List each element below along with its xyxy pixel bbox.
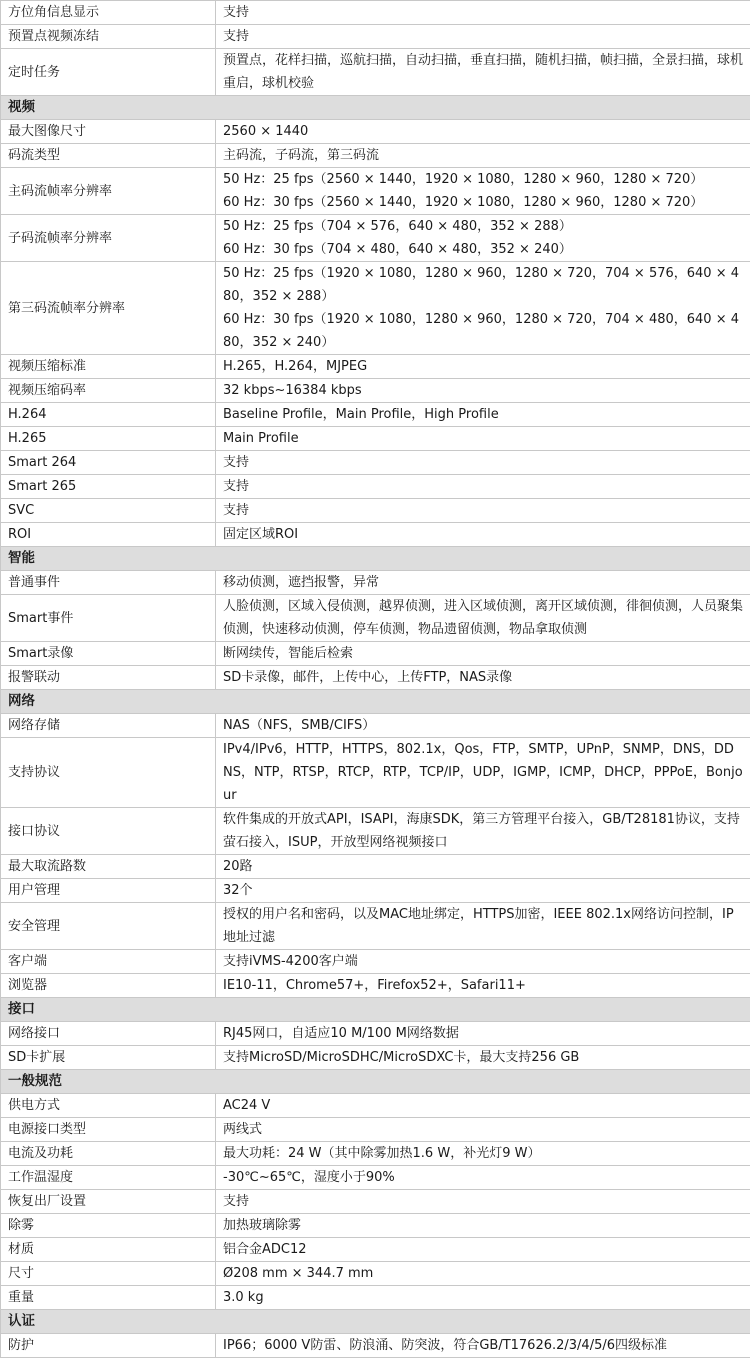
spec-label: ROI — [1, 523, 216, 547]
spec-label: 子码流帧率分辨率 — [1, 215, 216, 262]
spec-label: 接口协议 — [1, 808, 216, 855]
spec-value — [216, 451, 750, 475]
spec-row — [1, 1, 750, 25]
spec-row — [1, 738, 750, 808]
spec-label: 报警联动 — [1, 666, 216, 690]
spec-row — [1, 1118, 750, 1142]
spec-value-line: 两线式 — [223, 1118, 743, 1141]
spec-value-line: 主码流，子码流，第三码流 — [223, 144, 743, 167]
spec-row — [1, 120, 750, 144]
spec-row — [1, 262, 750, 355]
spec-value-line: 移动侦测，遮挡报警，异常 — [223, 571, 743, 594]
spec-row — [1, 25, 750, 49]
spec-label: SD卡扩展 — [1, 1046, 216, 1070]
spec-value-line: 支持iVMS-4200客户端 — [223, 950, 743, 973]
spec-row — [1, 595, 750, 642]
spec-value-line: Baseline Profile，Main Profile，High Profile — [223, 403, 743, 426]
spec-label: 重量 — [1, 1286, 216, 1310]
spec-row — [1, 855, 750, 879]
spec-label: Smart 264 — [1, 451, 216, 475]
spec-value — [216, 403, 750, 427]
spec-value — [216, 1022, 750, 1046]
spec-value — [216, 903, 750, 950]
spec-label: H.264 — [1, 403, 216, 427]
spec-value-line: Main Profile — [223, 427, 743, 450]
spec-label: 第三码流帧率分辨率 — [1, 262, 216, 355]
spec-value-line: IPv4/IPv6，HTTP，HTTPS，802.1x，Qos，FTP，SMTP，UPnP，SNMP，DNS，DDNS，NTP，RTSP，RTCP，RTP，TCP/IP，UDP，IGMP，ICMP，DHCP，PPPoE，Bonjour — [223, 738, 743, 807]
spec-row — [1, 879, 750, 903]
spec-row — [1, 49, 750, 96]
spec-value-line: Ø208 mm × 344.7 mm — [223, 1262, 743, 1285]
spec-value-line: 加热玻璃除雾 — [223, 1214, 743, 1237]
section-title: 智能 — [1, 547, 750, 571]
spec-label: 视频压缩码率 — [1, 379, 216, 403]
spec-label: 视频压缩标准 — [1, 355, 216, 379]
spec-value — [216, 571, 750, 595]
spec-value-line: 支持 — [223, 499, 743, 522]
spec-label: 材质 — [1, 1238, 216, 1262]
spec-value-line: 支持 — [223, 1, 743, 24]
spec-row — [1, 974, 750, 998]
spec-value — [216, 1118, 750, 1142]
spec-row — [1, 571, 750, 595]
spec-label: 网络存储 — [1, 714, 216, 738]
spec-value — [216, 355, 750, 379]
spec-row — [1, 144, 750, 168]
spec-value — [216, 714, 750, 738]
spec-row — [1, 1262, 750, 1286]
spec-label: 码流类型 — [1, 144, 216, 168]
section-title: 视频 — [1, 96, 750, 120]
spec-label: 主码流帧率分辨率 — [1, 168, 216, 215]
section-title: 认证 — [1, 1310, 750, 1334]
section-header — [1, 1070, 750, 1094]
section-header — [1, 1310, 750, 1334]
spec-row — [1, 427, 750, 451]
spec-value-line: IP66；6000 V防雷、防浪涌、防突波，符合GB/T17626.2/3/4/5/6四级标准 — [223, 1334, 743, 1357]
spec-value-line: 20路 — [223, 855, 743, 878]
spec-label: 恢复出厂设置 — [1, 1190, 216, 1214]
spec-row — [1, 1190, 750, 1214]
spec-value-line: NAS（NFS，SMB/CIFS） — [223, 714, 743, 737]
spec-row — [1, 379, 750, 403]
spec-value — [216, 808, 750, 855]
spec-row — [1, 950, 750, 974]
spec-label: 安全管理 — [1, 903, 216, 950]
spec-value-line: 断网续传，智能后检索 — [223, 642, 743, 665]
spec-value — [216, 168, 750, 215]
spec-row — [1, 808, 750, 855]
spec-value — [216, 950, 750, 974]
spec-value — [216, 475, 750, 499]
spec-value — [216, 1238, 750, 1262]
spec-value — [216, 120, 750, 144]
spec-value-line: 最大功耗：24 W（其中除雾加热1.6 W，补光灯9 W） — [223, 1142, 743, 1165]
spec-value-line: 支持 — [223, 1190, 743, 1213]
spec-value-line: 32个 — [223, 879, 743, 902]
spec-value-line: 60 Hz：30 fps（1920 × 1080，1280 × 960，1280 × 720，704 × 480，640 × 480，352 × 240） — [223, 308, 743, 354]
spec-row — [1, 1022, 750, 1046]
spec-table-body — [1, 1, 750, 1358]
spec-row — [1, 451, 750, 475]
spec-label: 浏览器 — [1, 974, 216, 998]
spec-value-line: 50 Hz：25 fps（704 × 576，640 × 480，352 × 288） — [223, 215, 743, 238]
spec-label: Smart事件 — [1, 595, 216, 642]
spec-value-line: 32 kbps~16384 kbps — [223, 379, 743, 402]
spec-value-line: RJ45网口，自适应10 M/100 M网络数据 — [223, 1022, 743, 1045]
spec-label: 网络接口 — [1, 1022, 216, 1046]
spec-row — [1, 666, 750, 690]
spec-value-line: SD卡录像，邮件，上传中心，上传FTP，NAS录像 — [223, 666, 743, 689]
spec-value-line: 2560 × 1440 — [223, 120, 743, 143]
spec-row — [1, 215, 750, 262]
spec-label: 用户管理 — [1, 879, 216, 903]
spec-value-line: 软件集成的开放式API，ISAPI，海康SDK，第三方管理平台接入，GB/T28181协议，支持萤石接入，ISUP，开放型网络视频接口 — [223, 808, 743, 854]
spec-value-line: 固定区域ROI — [223, 523, 743, 546]
spec-label: 电源接口类型 — [1, 1118, 216, 1142]
spec-label: H.265 — [1, 427, 216, 451]
spec-value-line: 3.0 kg — [223, 1286, 743, 1309]
spec-value — [216, 427, 750, 451]
spec-row — [1, 1046, 750, 1070]
spec-value — [216, 215, 750, 262]
spec-value-line: 授权的用户名和密码，以及MAC地址绑定，HTTPS加密，IEEE 802.1x网络访问控制，IP地址过滤 — [223, 903, 743, 949]
spec-value-line: 60 Hz：30 fps（2560 × 1440，1920 × 1080，1280 × 960，1280 × 720） — [223, 191, 743, 214]
spec-label: 工作温湿度 — [1, 1166, 216, 1190]
section-header — [1, 998, 750, 1022]
spec-value — [216, 144, 750, 168]
section-title: 接口 — [1, 998, 750, 1022]
spec-row — [1, 1142, 750, 1166]
spec-value — [216, 25, 750, 49]
spec-label: 定时任务 — [1, 49, 216, 96]
spec-label: 除雾 — [1, 1214, 216, 1238]
spec-value-line: 支持 — [223, 451, 743, 474]
spec-value-line: 支持MicroSD/MicroSDHC/MicroSDXC卡，最大支持256 GB — [223, 1046, 743, 1069]
spec-row — [1, 168, 750, 215]
spec-value-line: 人脸侦测，区域入侵侦测，越界侦测，进入区域侦测，离开区域侦测，徘徊侦测，人员聚集侦测，快速移动侦测，停车侦测，物品遗留侦测，物品拿取侦测 — [223, 595, 743, 641]
spec-label: 预置点视频冻结 — [1, 25, 216, 49]
spec-row — [1, 403, 750, 427]
spec-row — [1, 642, 750, 666]
section-header — [1, 547, 750, 571]
spec-row — [1, 523, 750, 547]
spec-value — [216, 1, 750, 25]
spec-label: 客户端 — [1, 950, 216, 974]
spec-value — [216, 1166, 750, 1190]
spec-label: 防护 — [1, 1334, 216, 1358]
spec-value — [216, 879, 750, 903]
spec-value — [216, 642, 750, 666]
spec-label: 普通事件 — [1, 571, 216, 595]
spec-row — [1, 1214, 750, 1238]
spec-row — [1, 1238, 750, 1262]
section-header — [1, 690, 750, 714]
spec-value-line: 50 Hz：25 fps（1920 × 1080，1280 × 960，1280 × 720，704 × 576，640 × 480，352 × 288） — [223, 262, 743, 308]
spec-value — [216, 379, 750, 403]
section-title: 一般规范 — [1, 1070, 750, 1094]
spec-label: 支持协议 — [1, 738, 216, 808]
spec-value-line: IE10-11，Chrome57+，Firefox52+，Safari11+ — [223, 974, 743, 997]
spec-label: 最大图像尺寸 — [1, 120, 216, 144]
spec-label: 最大取流路数 — [1, 855, 216, 879]
spec-value — [216, 523, 750, 547]
spec-value — [216, 738, 750, 808]
spec-row — [1, 1334, 750, 1358]
spec-label: 方位角信息显示 — [1, 1, 216, 25]
spec-row — [1, 903, 750, 950]
spec-value — [216, 1190, 750, 1214]
spec-value-line: 预置点，花样扫描，巡航扫描，自动扫描，垂直扫描，随机扫描，帧扫描，全景扫描，球机重启，球机校验 — [223, 49, 743, 95]
spec-label: Smart录像 — [1, 642, 216, 666]
spec-label: Smart 265 — [1, 475, 216, 499]
spec-value — [216, 499, 750, 523]
spec-row — [1, 355, 750, 379]
spec-value-line: 50 Hz：25 fps（2560 × 1440，1920 × 1080，1280 × 960，1280 × 720） — [223, 168, 743, 191]
spec-value-line: 支持 — [223, 475, 743, 498]
spec-value — [216, 595, 750, 642]
spec-value — [216, 262, 750, 355]
spec-value — [216, 1262, 750, 1286]
spec-label: 电流及功耗 — [1, 1142, 216, 1166]
spec-value-line: 铝合金ADC12 — [223, 1238, 743, 1261]
spec-value-line: 60 Hz：30 fps（704 × 480，640 × 480，352 × 240） — [223, 238, 743, 261]
spec-value-line: AC24 V — [223, 1094, 743, 1117]
spec-label: 供电方式 — [1, 1094, 216, 1118]
spec-value — [216, 1094, 750, 1118]
spec-row — [1, 475, 750, 499]
spec-value — [216, 1214, 750, 1238]
spec-value — [216, 1046, 750, 1070]
spec-row — [1, 499, 750, 523]
spec-row — [1, 1166, 750, 1190]
spec-value-line: H.265，H.264，MJPEG — [223, 355, 743, 378]
spec-value — [216, 974, 750, 998]
spec-row — [1, 714, 750, 738]
spec-value — [216, 855, 750, 879]
spec-label: SVC — [1, 499, 216, 523]
spec-value — [216, 1286, 750, 1310]
spec-value — [216, 666, 750, 690]
spec-value — [216, 1334, 750, 1358]
spec-value-line: 支持 — [223, 25, 743, 48]
section-header — [1, 96, 750, 120]
section-title: 网络 — [1, 690, 750, 714]
spec-label: 尺寸 — [1, 1262, 216, 1286]
spec-value-line: -30℃~65℃，湿度小于90% — [223, 1166, 743, 1189]
spec-row — [1, 1094, 750, 1118]
spec-row — [1, 1286, 750, 1310]
spec-value — [216, 1142, 750, 1166]
spec-value — [216, 49, 750, 96]
